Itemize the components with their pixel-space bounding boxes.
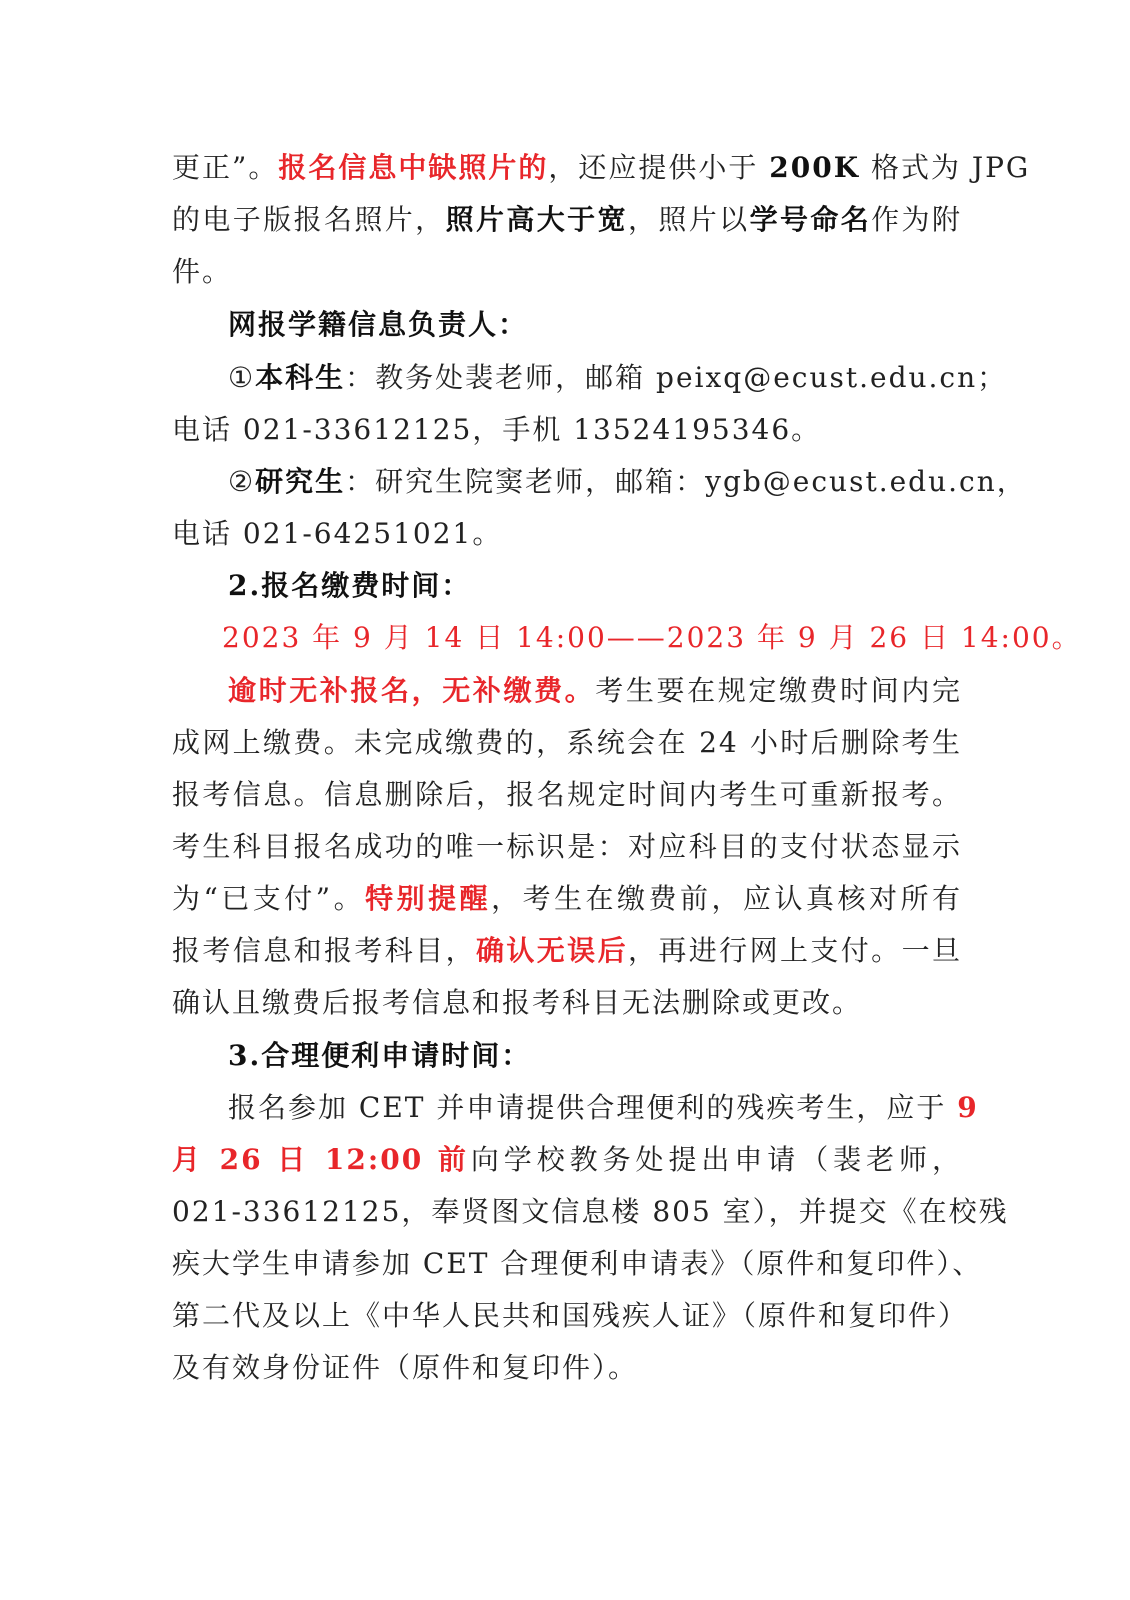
contact-heading [228,305,962,345]
text-run: 的电子版报名照片， [172,203,446,236]
bold-text-run: 照片高大于宽 [445,203,628,236]
paragraph-line [172,1140,962,1180]
paragraph-line [172,410,962,450]
text-run: ，再进行网上支付。一旦 [627,934,962,967]
bold-text-run: 200K [769,151,861,184]
highlighted-text-run: 2023 年 9 月 14 日 14:00——2023 年 9 月 26 日 14:00。 [222,621,1082,654]
text-run: 电话 021-64251021。 [172,517,503,550]
paragraph-line [172,775,962,815]
text-run: 作为附 [871,203,962,236]
text-run: ：教务处裴老师，邮箱 peixq@ecust.edu.cn； [345,361,1008,394]
bold-text-run: 学号命名 [749,203,872,236]
text-run: ② [228,465,256,498]
paragraph-line [172,1348,962,1388]
paragraph-line [172,1192,1009,1232]
paragraph-line [228,671,962,711]
bold-text-run: 网报学籍信息负责人： [228,308,529,341]
paragraph-line [228,358,1008,398]
fee-time-range [222,618,1082,658]
paragraph-line [172,200,962,240]
text-run: 格式为 JPG [860,151,1031,184]
text-run: 报考信息和报考科目， [172,934,476,967]
bold-text-run: 研究生 [255,465,346,498]
paragraph-line [172,1296,969,1336]
paragraph-line [172,879,962,919]
paragraph-line [172,252,962,292]
paragraph-line [172,1244,983,1284]
highlighted-text-run: 月 26 日 12:00 前 [172,1143,471,1176]
highlighted-text-run: 9 [957,1091,979,1124]
paragraph-line [228,1088,979,1128]
text-run: 及有效身份证件（原件和复印件）。 [172,1351,639,1384]
text-run: 考生要在规定缴费时间内完 [595,674,962,707]
highlighted-text-run: 特别提醒 [365,882,492,915]
highlighted-text-run: 报名信息中缺照片的 [278,151,549,184]
paragraph-line [228,462,1027,502]
paragraph-line [172,931,962,971]
paragraph-line [172,827,962,867]
section-heading-accommodation [228,1036,962,1076]
text-run: ，照片以 [627,203,750,236]
text-run: 考生科目报名成功的唯一标识是：对应科目的支付状态显示 [172,830,962,863]
text-run: 电话 021-33612125，手机 13524195346。 [172,413,822,446]
text-run: 件。 [172,255,233,288]
bold-text-run: 3.合理便利申请时间： [228,1039,532,1072]
text-run: ：研究生院窦老师，邮箱：ygb@ecust.edu.cn， [345,465,1027,498]
text-run: 第二代及以上《中华人民共和国残疾人证》（原件和复印件） [172,1299,969,1332]
text-run: ，考生在缴费前，应认真核对所有 [491,882,962,915]
text-run: ① [228,361,256,394]
highlighted-text-run: 确认无误后 [475,934,628,967]
bold-text-run: 本科生 [255,361,346,394]
text-run: 成网上缴费。未完成缴费的，系统会在 24 小时后删除考生 [172,726,962,759]
text-run: 为“已支付”。 [172,882,366,915]
section-heading-fee-time [228,566,962,606]
text-run: 向学校教务处提出申请（裴老师， [470,1143,962,1176]
text-run: 确认且缴费后报考信息和报考科目无法删除或更改。 [172,986,863,1019]
text-run: 021-33612125，奉贤图文信息楼 805 室），并提交《在校残 [172,1195,1009,1228]
paragraph-line [172,514,962,554]
highlighted-text-run: 逾时无补报名，无补缴费。 [228,674,596,707]
paragraph-line [172,148,1031,188]
text-run: ，还应提供小于 [548,151,770,184]
paragraph-line [172,983,962,1023]
text-run: 报考信息。信息删除后，报名规定时间内考生可重新报考。 [172,778,962,811]
text-run: 疾大学生申请参加 CET 合理便利申请表》（原件和复印件）、 [172,1247,983,1280]
text-run: 更正”。 [172,151,279,184]
bold-text-run: 2.报名缴费时间： [228,569,472,602]
paragraph-line [172,723,962,763]
text-run: 报名参加 CET 并申请提供合理便利的残疾考生，应于 [228,1091,958,1124]
